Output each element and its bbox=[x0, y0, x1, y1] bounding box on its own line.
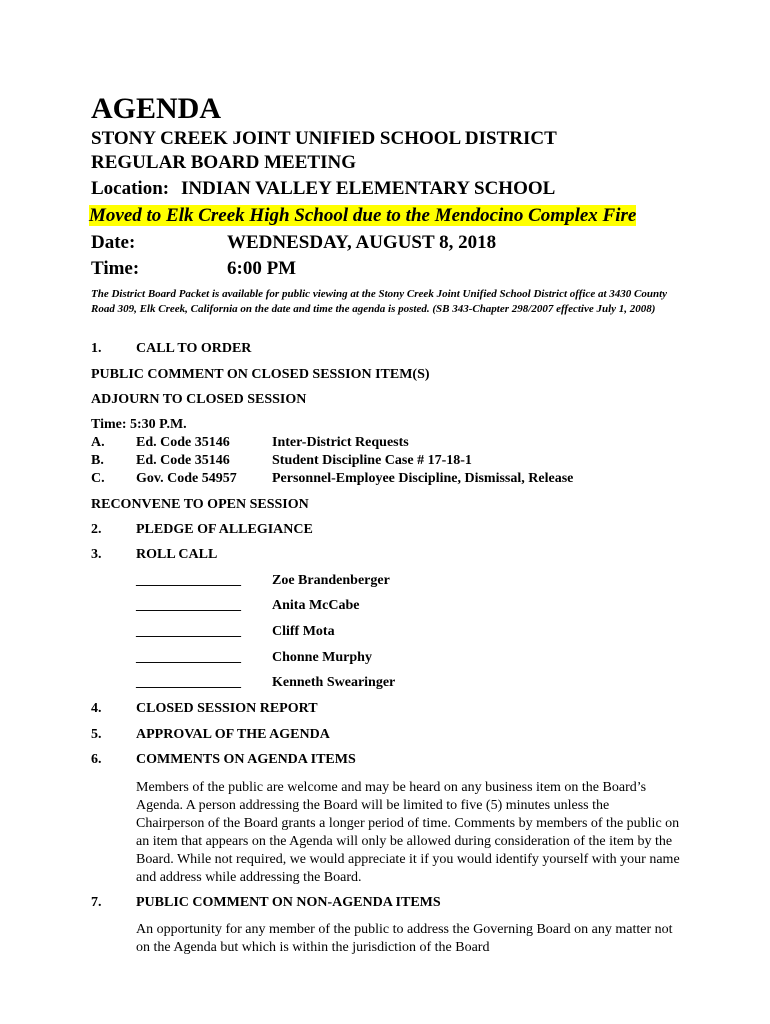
item-3-number: 3. bbox=[91, 547, 102, 562]
closed-item-desc: Personnel-Employee Discipline, Dismissal, Release bbox=[272, 471, 574, 486]
item-6-description: Members of the public are welcome and may be heard on any business item on the Board’s Agenda. A person addressing the Board will be limited to five (5) minutes unless the Chairperson of the Board grants a longer period of time. Comments by members of the public on an item that appears on the Agenda will only be allowed during consideration of the item by the Board. While not required, we would appreciate it if you would identify yourself with your name and address while addressing the Board. bbox=[136, 780, 680, 885]
public-comment-closed-session: PUBLIC COMMENT ON CLOSED SESSION ITEM(S) bbox=[91, 367, 430, 382]
time-label: Time: bbox=[91, 258, 140, 279]
roll-call-signature-line: _______________ bbox=[136, 573, 241, 588]
time-value: 6:00 PM bbox=[227, 258, 297, 279]
item-6-number: 6. bbox=[91, 752, 102, 767]
item-2-label: PLEDGE OF ALLEGIANCE bbox=[136, 522, 313, 537]
item-2-number: 2. bbox=[91, 522, 102, 537]
item-5-label: APPROVAL OF THE AGENDA bbox=[136, 727, 330, 742]
closed-item-letter: B. bbox=[91, 453, 104, 468]
item-7-label: PUBLIC COMMENT ON NON-AGENDA ITEMS bbox=[136, 895, 441, 910]
reconvene-open-session: RECONVENE TO OPEN SESSION bbox=[91, 497, 309, 512]
closed-item-letter: A. bbox=[91, 435, 105, 450]
moved-notice bbox=[89, 204, 636, 228]
meeting-type: REGULAR BOARD MEETING bbox=[91, 152, 356, 173]
item-4-number: 4. bbox=[91, 701, 102, 716]
item-4-label: CLOSED SESSION REPORT bbox=[136, 701, 318, 716]
roll-call-signature-line: _______________ bbox=[136, 598, 241, 613]
item-7-number: 7. bbox=[91, 895, 102, 910]
item-1-number: 1. bbox=[91, 341, 102, 356]
roll-call-signature-line: _______________ bbox=[136, 650, 241, 665]
page-title: AGENDA bbox=[91, 92, 222, 125]
date-label: Date: bbox=[91, 232, 136, 253]
date-value: WEDNESDAY, AUGUST 8, 2018 bbox=[227, 232, 497, 253]
location-value: INDIAN VALLEY ELEMENTARY SCHOOL bbox=[181, 178, 556, 199]
item-3-label: ROLL CALL bbox=[136, 547, 218, 562]
closed-item-desc: Inter-District Requests bbox=[272, 435, 409, 450]
roll-call-member-name: Anita McCabe bbox=[272, 598, 360, 613]
closed-item-desc: Student Discipline Case # 17-18-1 bbox=[272, 453, 472, 468]
closed-session-time: Time: 5:30 P.M. bbox=[91, 417, 187, 432]
roll-call-signature-line: _______________ bbox=[136, 675, 241, 690]
roll-call-member-name: Cliff Mota bbox=[272, 624, 335, 639]
adjourn-to-closed-session: ADJOURN TO CLOSED SESSION bbox=[91, 392, 307, 407]
roll-call-member-name: Zoe Brandenberger bbox=[272, 573, 390, 588]
closed-item-code: Ed. Code 35146 bbox=[136, 453, 230, 468]
roll-call-member-name: Chonne Murphy bbox=[272, 650, 372, 665]
closed-item-letter: C. bbox=[91, 471, 105, 486]
roll-call-signature-line: _______________ bbox=[136, 624, 241, 639]
roll-call-member-name: Kenneth Swearinger bbox=[272, 675, 396, 690]
board-packet-notice: The District Board Packet is available for public viewing at the Stony Creek Joint Unified School District office at 3430 County Road 309, Elk Creek, California on the date and time the agenda is posted. (SB 343-Chapter 298/2007 effective July 1, 2008) bbox=[91, 288, 668, 315]
item-6-label: COMMENTS ON AGENDA ITEMS bbox=[136, 752, 356, 767]
closed-item-code: Gov. Code 54957 bbox=[136, 471, 237, 486]
closed-item-code: Ed. Code 35146 bbox=[136, 435, 230, 450]
item-7-description: An opportunity for any member of the public to address the Governing Board on any matter not on the Agenda but which is within the jurisdiction of the Board bbox=[136, 922, 673, 955]
district-name: STONY CREEK JOINT UNIFIED SCHOOL DISTRICT bbox=[91, 128, 557, 149]
item-1-label: CALL TO ORDER bbox=[136, 341, 252, 356]
item-5-number: 5. bbox=[91, 727, 102, 742]
location-label: Location: bbox=[91, 178, 170, 199]
moved-notice-highlight: Moved to Elk Creek High School due to the Mendocino Complex Fire bbox=[89, 205, 637, 226]
